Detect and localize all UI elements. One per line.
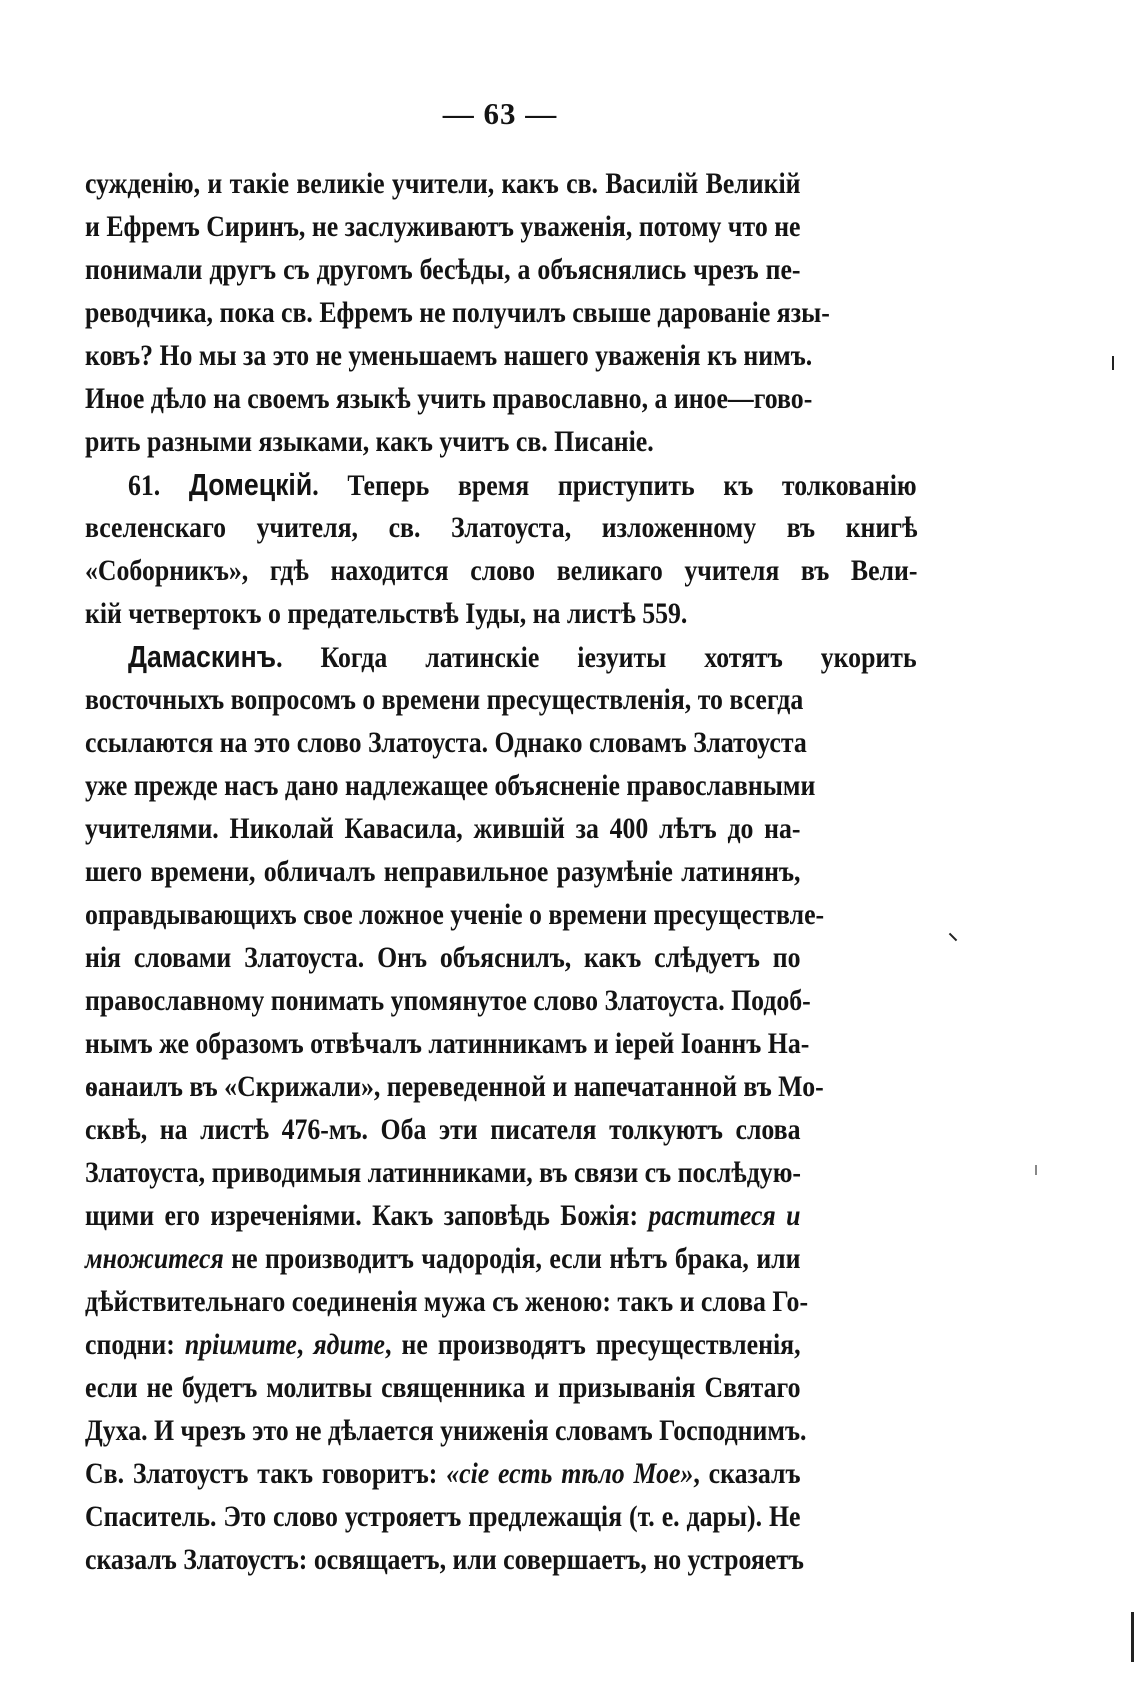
text-run: , сказалъ (693, 1457, 801, 1490)
text-line: дѣйствительнаго соединенія мужа съ женою: такъ и слова Го- (85, 1285, 809, 1318)
text-line: Иное дѣло на своемъ языкѣ учить православно, а иное—гово- (85, 382, 813, 415)
text-line: реводчика, пока св. Ефремъ не получилъ свыше дарованіе язы- (85, 296, 830, 329)
text-run: щими его изреченіями. Какъ заповѣдь Божія: (85, 1199, 639, 1232)
scan-mark (1112, 356, 1114, 370)
text-run: , не производятъ пресуществленія, (385, 1328, 801, 1361)
speaker-name: Дамаскинъ (128, 639, 277, 674)
italic-quote: пріимите (184, 1328, 297, 1361)
text-line (85, 1326, 801, 1364)
text-line: ѳанаилъ въ «Скрижали», переведенной и напечатанной въ Мо- (85, 1070, 824, 1103)
text-run: не производитъ чадородія, если нѣтъ брака, или (231, 1242, 801, 1275)
scan-mark (1131, 1612, 1134, 1662)
text-run: Св. Златоустъ такъ говоритъ: (85, 1457, 438, 1490)
text-line: восточныхъ вопросомъ о времени пресуществленія, то всегда (85, 683, 804, 716)
paragraph-opening (128, 638, 917, 677)
text-line (85, 1197, 801, 1235)
text-line: сквѣ, на листѣ 476-мъ. Оба эти писателя толкуютъ слова (85, 1113, 801, 1146)
text-line: и Ефремъ Сиринъ, не заслуживаютъ уваженія, потому что не (85, 210, 801, 243)
italic-quote: ядите (313, 1328, 386, 1361)
text-line: Златоуста, приводимыя латинниками, въ связи съ послѣдую- (85, 1156, 802, 1189)
text-run: . Теперь время приступить къ толкованію (312, 469, 917, 502)
italic-quote: раститеся и (648, 1199, 801, 1232)
text-line: учителями. Николай Кавасила, жившій за 400 лѣтъ до на- (85, 812, 801, 845)
text-run: сподни: (85, 1328, 175, 1361)
italic-quote: «сіе есть тѣло Мое» (446, 1457, 694, 1490)
text-line: ковъ? Но мы за это не уменьшаемъ нашего уваженія къ нимъ. (85, 339, 813, 372)
text-run: , (296, 1328, 304, 1361)
text-line: вселенскаго учителя, св. Златоуста, изложенному въ книгѣ (85, 511, 918, 544)
text-line: шего времени, обличалъ неправильное разумѣніе латинянъ, (85, 855, 801, 888)
page-number: — 63 — (442, 96, 558, 131)
text-line: уже прежде насъ дано надлежащее объясненіе православными (85, 769, 816, 802)
speaker-name: Домецкій (188, 467, 313, 502)
text-run: . Когда латинскіе іезуиты хотятъ укорить (276, 641, 917, 674)
text-line: нія словами Златоуста. Онъ объяснилъ, какъ слѣдуетъ по (85, 941, 801, 974)
text-line: Спаситель. Это слово устрояетъ предлежащія (т. е. дары). Не (85, 1500, 801, 1533)
paragraph-opening (128, 466, 917, 505)
text-line: сказалъ Златоустъ: освящаетъ, или совершаетъ, но устрояетъ (85, 1543, 804, 1576)
paragraph-number: 61. (128, 469, 161, 502)
italic-quote: множитеся (85, 1242, 224, 1275)
text-line (85, 1455, 801, 1493)
text-line: «Соборникъ», гдѣ находится слово великаго учителя въ Вели- (85, 554, 918, 587)
text-line: оправдывающихъ свое ложное ученіе о времени пресуществле- (85, 898, 825, 931)
text-line: если не будетъ молитвы священника и призыванія Святаго (85, 1371, 801, 1404)
text-line: рить разными языками, какъ учитъ св. Писаніе. (85, 425, 654, 458)
text-line: православному понимать упомянутое слово Златоуста. Подоб- (85, 984, 811, 1017)
text-line: нымъ же образомъ отвѣчалъ латинникамъ и іерей Іоаннъ На- (85, 1027, 810, 1060)
text-line: понимали другъ съ другомъ бесѣды, а объяснялись чрезъ пе- (85, 253, 801, 286)
scan-mark (949, 933, 957, 941)
text-line: кій четвертокъ о предательствѣ Іуды, на листѣ 559. (85, 597, 688, 630)
text-line: ссылаются на это слово Златоуста. Однако словамъ Златоуста (85, 726, 807, 759)
text-line: Духа. И чрезъ это не дѣлается униженія словамъ Господнимъ. (85, 1414, 807, 1447)
text-line: сужденію, и такіе великіе учители, какъ св. Василій Великій (85, 167, 801, 200)
text-line (85, 1240, 801, 1278)
scan-mark (1035, 1165, 1037, 1175)
